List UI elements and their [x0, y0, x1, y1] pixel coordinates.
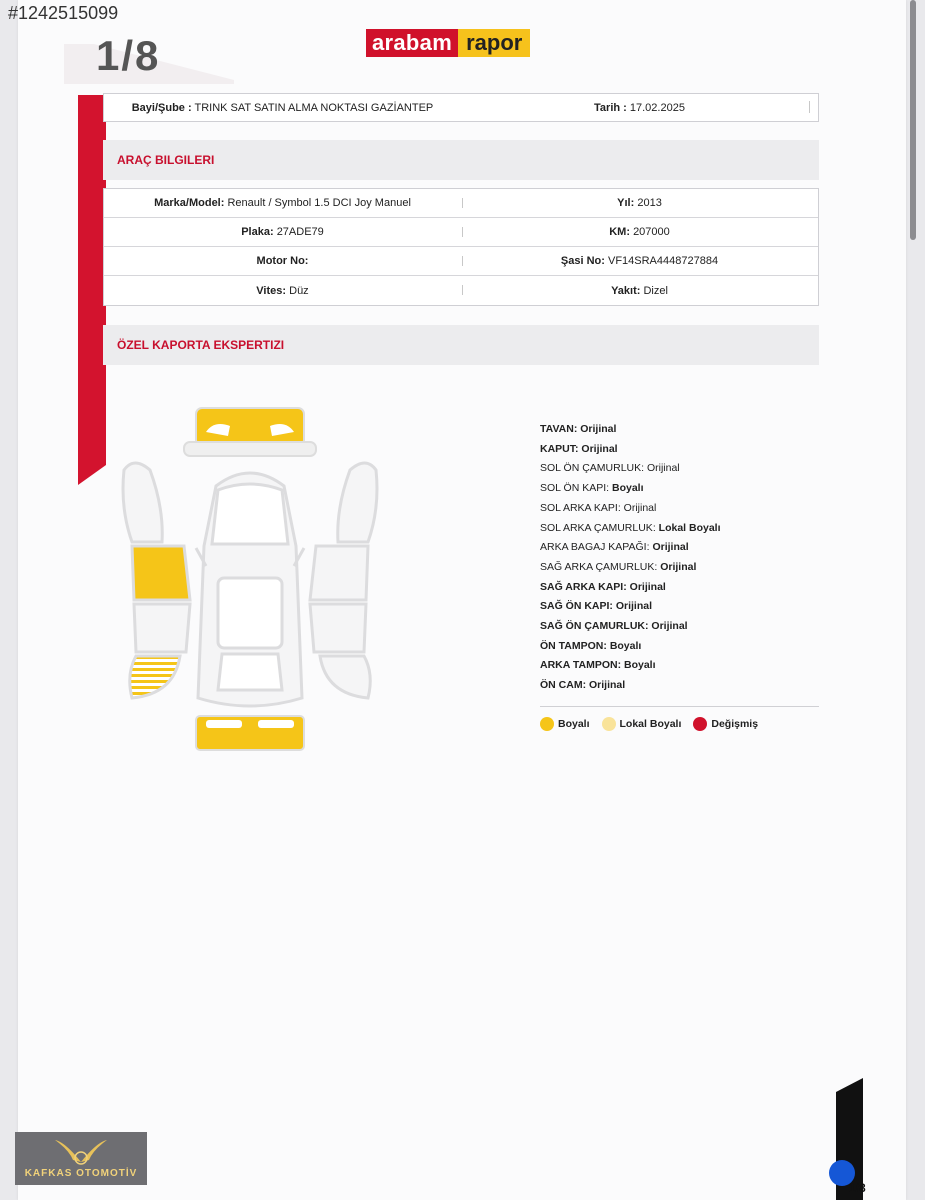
branch-value: TRINK SAT SATIN ALMA NOKTASI GAZİANTEP	[194, 101, 434, 114]
cell-value: 2013	[637, 197, 662, 209]
part-name: ÖN TAMPON:	[540, 639, 607, 652]
part-name: ARKA BAGAJ KAPAĞI:	[540, 541, 650, 554]
car-outline	[196, 473, 304, 706]
part-status: Orijinal	[629, 580, 666, 593]
cell-separator	[462, 227, 463, 237]
cell-value: Dizel	[643, 284, 668, 297]
car-body-diagram	[110, 398, 400, 758]
cell-label: Motor No:	[256, 255, 309, 267]
bottom-page-indicator: 1/8	[849, 1181, 866, 1195]
page-indicator: 1/8	[96, 32, 161, 79]
legend-painted	[540, 717, 590, 731]
part-status: Orijinal	[589, 679, 626, 692]
row-separator	[809, 101, 810, 113]
part-status: Orijinal	[660, 560, 697, 573]
legend-divider	[540, 706, 819, 707]
list-item	[540, 420, 721, 440]
list-item	[540, 656, 721, 676]
part-status: Lokal Boyalı	[658, 521, 721, 534]
table-row	[104, 218, 818, 247]
row-right	[461, 285, 818, 297]
row-left	[104, 255, 461, 267]
part-status: Orijinal	[581, 442, 618, 455]
cell-value: Düz	[289, 284, 309, 297]
cell-label: Marka/Model:	[154, 197, 225, 209]
logo-part-arabam: arabam	[366, 29, 458, 57]
legend-replaced	[693, 717, 758, 731]
cell-value: VF14SRA4448727884	[607, 255, 719, 267]
vertical-scrollbar[interactable]	[910, 0, 916, 240]
replaced-dot-icon	[693, 717, 707, 731]
row-right	[461, 226, 818, 238]
part-name: SAĞ ARKA ÇAMURLUK:	[540, 560, 658, 573]
part-name: SOL ÖN ÇAMURLUK:	[540, 462, 645, 475]
painted-dot-icon	[540, 717, 554, 731]
cell-label: Vites:	[256, 284, 287, 297]
row-right	[461, 255, 818, 267]
legend-label: Değişmiş	[711, 718, 759, 730]
parts-status-list	[540, 420, 721, 696]
branch-label: Bayi/Şube :	[131, 101, 192, 114]
part-name: SAĞ ARKA KAPI:	[540, 580, 627, 593]
part-status: Orijinal	[623, 501, 657, 514]
list-item	[540, 519, 721, 539]
legend-label: Boyalı	[558, 718, 590, 730]
front-bumper-part	[184, 408, 316, 456]
wings-emblem-icon	[15, 1132, 147, 1168]
cell-label: Yakıt:	[611, 284, 641, 297]
list-item	[540, 676, 721, 696]
vehicle-section-title: ARAÇ BILGILERI	[103, 140, 819, 180]
list-item	[540, 558, 721, 578]
list-item	[540, 538, 721, 558]
part-status: Orijinal	[615, 600, 653, 613]
cell-value: 27ADE79	[276, 226, 324, 238]
part-status: Orijinal	[646, 462, 680, 475]
table-row	[104, 276, 818, 305]
arabam-rapor-logo	[366, 29, 530, 57]
cell-separator	[462, 285, 463, 295]
body-section-title: ÖZEL KAPORTA EKSPERTIZI	[103, 325, 819, 365]
cell-label: Şasi No:	[560, 255, 605, 267]
part-status: Orijinal	[651, 620, 688, 633]
row-left	[104, 226, 461, 238]
logo-part-rapor: rapor	[458, 29, 530, 57]
part-status: Orijinal	[580, 423, 617, 435]
part-name: ÖN CAM:	[540, 679, 587, 692]
row-left	[104, 285, 461, 297]
date-cell	[461, 102, 818, 114]
dealer-name: KAFKAS OTOMOTİV	[24, 1168, 138, 1179]
part-name: ARKA TAMPON:	[540, 659, 622, 672]
list-item	[540, 479, 721, 499]
part-status: Boyalı	[609, 639, 642, 652]
date-label: Tarih :	[594, 101, 627, 114]
cell-separator	[462, 256, 463, 266]
cell-label: KM:	[609, 226, 630, 238]
list-item	[540, 499, 721, 519]
part-status: Boyalı	[624, 659, 656, 672]
list-item	[540, 597, 721, 617]
list-item	[540, 617, 721, 637]
date-value: 17.02.2025	[629, 101, 685, 114]
part-name: SOL ÖN KAPI:	[540, 482, 610, 495]
legend-local-painted	[602, 717, 682, 731]
rear-bumper-part	[196, 716, 304, 750]
part-status: Boyalı	[611, 482, 644, 495]
dealer-row	[103, 93, 819, 122]
listing-id: #1242515099	[8, 3, 119, 23]
right-side-panels	[310, 463, 377, 698]
list-item	[540, 578, 721, 598]
part-name: KAPUT:	[540, 442, 579, 455]
list-item	[540, 637, 721, 657]
cell-label: Plaka:	[241, 226, 274, 238]
vehicle-info-table	[103, 188, 819, 306]
table-row	[104, 189, 818, 218]
cell-value: Renault / Symbol 1.5 DCI Joy Manuel	[227, 197, 411, 209]
part-status: Orijinal	[652, 541, 689, 554]
status-legend	[540, 717, 770, 731]
list-item	[540, 440, 721, 460]
table-row	[104, 247, 818, 276]
legend-label: Lokal Boyalı	[619, 718, 682, 730]
red-ribbon-decoration	[78, 95, 106, 485]
left-side-panels	[123, 463, 190, 698]
cell-separator	[462, 198, 463, 208]
part-name: SOL ARKA ÇAMURLUK:	[540, 521, 656, 534]
branch-cell	[104, 102, 461, 114]
local-painted-dot-icon	[602, 717, 616, 731]
row-left	[104, 197, 461, 209]
part-name: SAĞ ÖN ÇAMURLUK:	[540, 620, 649, 633]
cell-label: Yıl:	[617, 197, 635, 209]
dealer-logo	[15, 1132, 147, 1185]
cell-value: 207000	[633, 226, 670, 238]
list-item	[540, 459, 721, 479]
part-name: TAVAN:	[540, 423, 578, 435]
part-name: SAĞ ÖN KAPI:	[540, 600, 613, 613]
row-right	[461, 197, 818, 209]
part-name: SOL ARKA KAPI:	[540, 501, 621, 514]
